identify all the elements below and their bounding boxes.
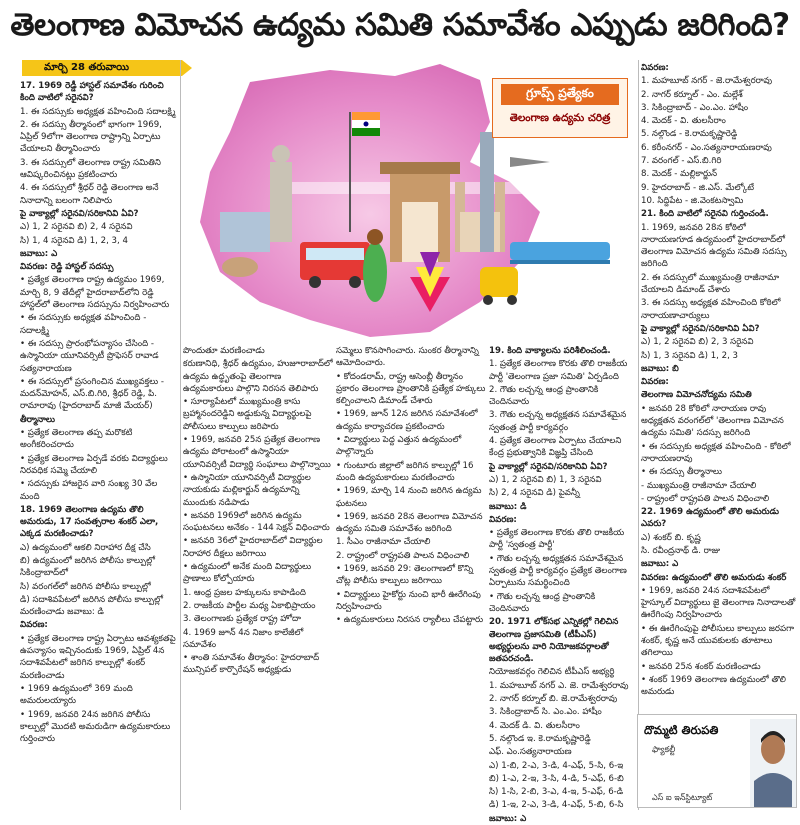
text-line: • ప్రత్యేక తెలంగాణ తప్ప మరొకటి అంగీకరించరాదు: [20, 428, 133, 451]
text-line: 4. 1969 జూన్ 4న నిజాం కాలేజీలో సమావేశం: [183, 627, 304, 650]
headline: తెలంగాణ విమోచన ఉద్యమ సమితి సమావేశం ఎప్పుడు జరిగింది?: [0, 0, 800, 56]
text-line: - రాష్ట్రంలో రాష్ట్రపతి పాలన విధించాలి: [641, 493, 770, 504]
text-line: - ముఖ్యమంత్రి రాజీనామా చేయాలి: [641, 480, 757, 491]
text-line: ఎ) ఉద్యమంలో ఆకలి నిరాహార దీక్ష చేసి: [20, 542, 151, 553]
text-line: ఎ) శంకర్ బి. కృష్ణ: [641, 532, 701, 543]
text-line: పై వాక్యాల్లో సరైనవి/సరికానివి ఏవి?: [641, 323, 760, 334]
text-line: నియోజకవర్గం గెలిచిన టీపీఎస్ అభ్యర్థి: [489, 667, 615, 678]
text-line: • ఈ ఊరేగింపుపై పోలీసులు కాల్పులు జరపగా శంకర్, కృష్ణ అనే యువకులకు తూటాలు తగిలాయి: [641, 623, 795, 659]
text-line: • 1969, జనవరి 24న సదాశివపేటలో హైస్కూల్ విద్యార్థులు జై తెలంగాణ నినాదాలతో ఊరేగింపు నిర్వహించారు: [641, 585, 796, 621]
author-box: [637, 714, 797, 808]
text-line: • ఈ సదస్సు ప్రారంభోపన్యాసం చేసింది - ఉస్మానియా యూనివర్సిటీ ప్రొఫెసర్ రావాడ సత్యనారాయణ: [20, 338, 159, 374]
text-line: 2. ఈ సదస్సులో ముఖ్యమంత్రి రాజీనామా చేయాలని డిమాండ్ చేశారు: [641, 272, 780, 296]
text-line: • ఈ సదస్సుకు అధ్యక్షత వహించింది - కోఠిలో నారాయణరావు: [641, 441, 791, 464]
text-line: తెలంగాణ విమోచనోద్యమ సమితి: [641, 390, 752, 401]
column-5: [641, 62, 798, 710]
text-line: • 1969, జూన్ 12న జరిగిన సమావేశంలో ఉద్యమ కార్యాచరణ ప్రకటించారు: [336, 409, 478, 432]
column-1: [20, 80, 177, 808]
column-3: [336, 345, 486, 808]
text-line: 8. మెదక్ - మల్లికార్జున్: [641, 169, 718, 180]
text-line: పై వాక్యాల్లో సరైనవి/సరికానివి ఏవి?: [489, 461, 608, 472]
text-line: సి. రవీంద్రనాథ్ డి. రాజు: [641, 545, 721, 556]
text-line: 2. ఈ సదస్సు తీర్మానంలో భాగంగా 1969, ఏప్రిల్ 9లోగా తెలంగాణ రాష్ట్రాన్ని ఏర్పాటు చేయాలని తీర్మానించారు: [20, 119, 162, 155]
text-line: 1. ఈ సదస్సుకు అధ్యక్షత వహించింది సదాలక్ష్మి: [20, 106, 176, 117]
text-line: 2. గౌతు లచ్చన్న ఆంధ్ర ప్రాంతానికి చెందినవారు: [489, 384, 599, 408]
text-line: సమ్మెలు కొనసాగించారు. సుంకర తీర్మానాన్ని ఆమోదించారు.: [336, 346, 479, 369]
text-line: 9. హైదరాబాద్ - జి.ఎస్. మేల్కోటే: [641, 182, 755, 193]
text-line: 1. సీఎం రాజీనామా చేయాలి: [336, 537, 431, 548]
text-line: 22. 1969 ఉద్యమంలో తొలి అమరుడు ఎవరు?: [641, 507, 779, 530]
text-line: వివరణ:: [20, 620, 48, 631]
text-line: • ఉద్యమంలో అనేక మంది విద్యార్థులు ప్రాణాలు కోల్పోయారు: [183, 562, 312, 585]
text-line: ఎ) 1, 2 సరైనవి బి) 2, 4 సరైనవి: [20, 222, 133, 233]
text-line: • జనవరి 28 కోఠిలో నారాయణ రావు అధ్యక్షతన వరంగల్‌లో 'తెలంగాణ విమోచన ఉద్యమ సమితి' సదస్సు జరిగింది: [641, 403, 784, 439]
text-line: • ఈ సదస్సుకు అధ్యక్షత వహించింది - సదాలక్ష్మి: [20, 313, 147, 336]
column-2: [183, 345, 333, 808]
text-line: • 1969, జనవరి 28న తెలంగాణ విమోచన ఉద్యమ సమితి సమావేశం జరిగింది: [336, 511, 483, 535]
text-line: • 1969, జనవరి 25న ప్రత్యేక తెలంగాణ ఉద్యమ పోరాటంలో ఉస్మానియా యూనివర్సిటీ విద్యార్థి సంఘాలు పాల్గొన్నాయి: [183, 435, 331, 470]
text-line: • సదస్సుకు హాజరైన వారి సంఖ్య 30 వేల మంది: [20, 479, 158, 502]
text-line: జవాబు: ఎ: [489, 813, 527, 824]
text-line: 1. మహబూబ్ నగర్ ఎ. జె. రామేశ్వరరావు: [489, 680, 629, 691]
text-line: 3. గౌతు లచ్చన్న అధ్యక్షతన సమావేశమైన స్వతంత్ర పార్టీ కార్యవర్గం: [489, 410, 627, 433]
text-line: 20. 1971 లోక్‌సభ ఎన్నికల్లో గెలిచిన తెలంగాణ ప్రజాసమితి (టీపీఎస్) అభ్యర్థులను వారి నియోజకవర్గాలతో జతపరచండి.: [489, 617, 619, 665]
text-line: • 1969, జనవరి 24న జరిగిన పోలీసు కాల్పుల్లో మొదటి అమరుడిగా ఉద్యమకారులు గుర్తించారు: [20, 709, 171, 745]
text-line: 18. 1969 తెలంగాణ ఉద్యమ తొలి అమరుడు, 17 సంవత్సరాల శంకర్ ఎలా, ఎక్కడ మరణించాడు?: [20, 504, 159, 540]
text-line: 3. తెలంగాణకు ప్రత్యేక రాష్ట్ర హోదా: [183, 614, 301, 625]
text-line: 4. మెదక్ - వి. తులసీరాం: [641, 116, 726, 127]
text-line: 21. కింది వాటిలో సరైనవి గుర్తించండి.: [641, 209, 769, 220]
text-line: • సూర్యాపేటలో ముఖ్యమంత్రి కాసు బ్రహ్మానందరెడ్డిని అడ్డుకున్న విద్యార్థులపై పోలీసులు కాల్పులు జరిపారు: [183, 397, 312, 432]
text-line: వివరణ: రెడ్డి హాస్టల్ సదస్సు: [20, 262, 114, 273]
text-line: • గౌతు లచ్చన్న అధ్యక్షతన సమావేశమైన స్వతంత్ర పార్టీ కార్యవర్గం ప్రత్యేక తెలంగాణ ఏర్పాటును సమర్థించింది: [489, 553, 627, 589]
text-line: • 1969, మార్చి 14 నుంచి జరిగిన ఉద్యమ ఘటనలు: [336, 486, 482, 509]
text-line: 5. నల్గొండ - కె.రామకృష్ణారెడ్డి: [641, 129, 738, 140]
section-badge: [492, 78, 628, 138]
text-line: • కోదండరామ్, రాష్ట్ర ఆసెంబ్లీ తీర్మానం ప్రకారం తెలంగాణ ప్రాంతానికి ప్రత్యేక హక్కులు కల్పించాలని డిమాండ్ చేశారు: [336, 371, 486, 407]
text-line: 2. రాష్ట్రంలో రాష్ట్రపతి పాలన విధించాలి: [336, 550, 470, 561]
text-line: 3. ఈ సదస్సు అధ్యక్షత వహించింది కోఠిలో నారాయణాచార్యులు: [641, 298, 781, 321]
text-line: వివరణ:: [641, 63, 669, 73]
text-line: 3. ఈ సదస్సులో తెలంగాణ రాష్ట్ర సమితిని ఆవిష్కరించినట్లు ప్రకటించారు: [20, 157, 161, 181]
text-line: 4. ఈ సదస్సులో శ్రీధర్ రెడ్డి తెలంగాణ అనే నినాదాన్ని బలంగా నిలిపారు: [20, 183, 159, 206]
text-line: • ఈ సదస్సులో ప్రసంగించిన ముఖ్యవక్తలు - మదన్‌మోహన్, ఎస్.బి.గిరి, శ్రీధర్ రెడ్డి, పి. రామారావు (హైదరాబాద్ మాజీ మేయర్): [20, 376, 164, 412]
column-4: [489, 345, 636, 824]
date-tag: మార్చి 28 తరువాయి: [22, 60, 182, 76]
text-line: 1. మహబూబ్ నగర్ - జె.రామేశ్వరరావు: [641, 76, 773, 87]
text-line: • శంకర్ 1969 తెలంగాణ ఉద్యమంలో తొలి అమరుడు: [641, 674, 786, 698]
text-line: 6. కరీంనగర్ - ఎం.సత్యనారాయణరావు: [641, 142, 772, 153]
text-line: • జనవరి 36లో హైదరాబాద్‌లో విద్యార్థుల నిరాహార దీక్షలు జరిగాయి: [183, 536, 323, 559]
text-line: 10. సిద్దిపేట - జి.వెంకటస్వామి: [641, 195, 744, 206]
text-line: 1. ఆంధ్ర ప్రజల హక్కులను కాపాడింది: [183, 587, 306, 598]
text-line: జవాబు: ఎ: [641, 559, 679, 570]
text-line: బి) ఉద్యమంలో జరిగిన పోలీసు కాల్పుల్లో సికింద్రాబాద్‌లో: [20, 555, 155, 579]
badge-top: గ్రూప్స్ ప్రత్యేకం: [501, 84, 619, 105]
text-line: • విద్యార్థులు పెద్ద ఎత్తున ఉద్యమంలో పాల్గొన్నారు: [336, 435, 462, 458]
text-line: జవాబు: ఎ: [20, 248, 58, 259]
text-line: • గౌతు లచ్చన్న ఆంధ్ర ప్రాంతానికి చెందినవారు: [489, 591, 596, 614]
text-line: సి) 2, 4 సరైనవి డి) పైవన్నీ: [489, 488, 580, 499]
text-line: • గుంటూరు జిల్లాలో జరిగిన కాల్పుల్లో 16 మంది ఉద్యమకారులు మరణించారు: [336, 460, 474, 483]
text-line: వివరణ:: [641, 377, 669, 388]
text-line: • శాంతి సమావేశం తీర్మానం: హైదరాబాద్ మున్సిపల్ కార్పొరేషన్ అధ్యక్షుడు: [183, 653, 320, 676]
text-line: సి) 1, 3 సరైనవి డి) 1, 2, 3: [641, 350, 739, 361]
badge-bottom: తెలంగాణ ఉద్యమ చరిత్ర: [509, 112, 611, 124]
text-line: 2. రాజకీయ పార్టీల మధ్య ఏకాభిప్రాయం: [183, 600, 316, 611]
author-name: దొమ్మటి తిరుపతి: [644, 723, 719, 737]
text-line: • ప్రత్యేక తెలంగాణ రాష్ట్ర ఏర్పాటు ఆవశ్యకతపై ఉపన్యాసం ఇచ్చినందుకు 1969, ఏప్రిల్ 4న సదాశివపేటలో జరిగిన కాల్పుల్లో శంకర్ మరణించాడు: [20, 633, 176, 681]
text-line: సి) వరంగల్‌లో జరిగిన పోలీసు కాల్పుల్లో: [20, 581, 151, 592]
text-line: 2. నాగర్ కర్నూల్ - ఎం. మల్లేశ్: [641, 89, 743, 100]
text-line: 7. వరంగల్ - ఎస్.బి.గిరి: [641, 156, 722, 167]
text-line: సి) 1-సి, 2-బి, 3-ఎ, 4-ఇ, 5-ఎఫ్, 6-డి: [489, 787, 624, 798]
text-line: 1. 1969, జనవరి 28న కోఠిలో నారాయణ‌గూడ ఉద్యమంలో హైదరాబాద్‌లో తెలంగాణ విమోచన ఉద్యమ సమితి సదస్సు జరిగింది: [641, 222, 787, 270]
text-line: ఎ) 1, 2 సరైనవి బి) 1, 3 సరైనవి: [489, 474, 602, 485]
text-line: 1. ప్రత్యేక తెలంగాణ కొరకు తొలి రాజకీయ పార్టీ 'తెలంగాణ ప్రజా సమితి' ఏర్పడింది: [489, 359, 628, 382]
text-line: 3. సికింద్రాబాద్ సి. ఎం.ఎం. హాషీం: [489, 707, 602, 718]
text-line: ఎఫ్. ఎం.సత్యనారాయణ: [489, 747, 572, 758]
text-line: పై వాక్యాల్లో సరైనవి/సరికానివి ఏవి?: [20, 208, 139, 219]
author-affiliation: ఎస్ ఐ ఇన్‌స్టిట్యూట్: [652, 793, 713, 802]
text-line: డి) 1-ఇ, 2-ఎ, 3-డి, 4-ఎఫ్, 5-బి, 6-సి: [489, 800, 624, 811]
author-photo: [750, 719, 796, 807]
text-line: 4. ప్రత్యేక తెలంగాణ ఏర్పాటు చేయాలని కేంద్ర ప్రభుత్వానికి విజ్ఞప్తి చేసింది: [489, 436, 622, 459]
text-line: • 1969 ఉద్యమంలో 369 మంది అమరులయ్యారు: [20, 683, 133, 707]
text-line: కరుణానిధి, శ్రీధర్ ఉద్యమం, హుజూరాబాద్‌లో ఉద్యమ ఉద్ధృతంపై తెలంగాణ ఉద్యమకారులు పాల్గొని నిరసన తెలిపారు: [183, 359, 333, 394]
text-line: • విద్యార్థులు హైకోర్టు నుంచి భారీ ఊరేగింపు నిర్వహించారు: [336, 589, 481, 612]
text-line: డి) సదాశివపేటలో జరిగిన పోలీసు కాల్పుల్లో మరణించాడు జవాబు: డి: [20, 594, 163, 618]
text-line: 5. నల్గొండ ఇ. కె.రామకృష్ణారెడ్డి: [489, 733, 591, 744]
text-line: వివరణ: ఉద్యమంలో తొలి అమరుడు శంకర్: [641, 572, 787, 583]
text-line: • ప్రత్యేక తెలంగాణ కొరకు తొలి రాజకీయ పార్టీ 'స్వతంత్ర పార్టీ': [489, 528, 625, 551]
text-line: జవాబు: బి: [641, 363, 679, 374]
text-line: • ప్రత్యేక తెలంగాణ ఏర్పడే వరకు విద్యార్థులు నిరవధిక సమ్మె చేయాలి: [20, 453, 168, 476]
text-line: • జనవరి 1969లో జరిగిన ఉద్యమ సంఘటనలు అనేకం - 144 సెక్షన్ విధించారు: [183, 510, 330, 534]
text-line: • ఉస్మానియా యూనివర్సిటీ విద్యార్థుల నాయకుడు మల్లికార్జున్ ఉద్యమాన్ని ముందుకు నడిపాడు: [183, 472, 311, 508]
text-line: • ప్రత్యేక తెలంగాణ రాష్ట్ర ఉద్యమం 1969, మార్చి 8, 9 తేదీల్లో హైదరాబాద్‌లోని రెడ్డి హాస్టల్‌లో తెలంగాణ సదస్సును నిర్వహించారు: [20, 275, 170, 311]
text-line: ఎ) 1, 2 సరైనవి బి) 2, 3 సరైనవి: [641, 337, 754, 348]
text-line: • ఉద్యమకారులు నిరసన ర్యాలీలు చేపట్టారు: [336, 615, 484, 626]
text-line: పొందుతూ మరణించాడు: [183, 346, 265, 356]
text-line: ఎ) 1-బి, 2-ఎ, 3-డి, 4-ఎఫ్, 5-సి, 6-ఇ: [489, 760, 624, 771]
text-line: • జనవరి 25న శంకర్ మరణించాడు: [641, 661, 761, 672]
text-line: వివరణ:: [489, 514, 517, 525]
text-line: 19. కింది వాక్యాలను పరిశీలించండి.: [489, 346, 611, 356]
column-divider: [638, 60, 639, 810]
text-line: • ఈ సదస్సు తీర్మానాలు: [641, 467, 722, 478]
text-line: • 1969, జనవరి 29: తెలంగాణలో కొన్ని చోట్ల పోలీసు కాల్పులు జరిగాయి: [336, 564, 474, 587]
text-line: 3. సికింద్రాబాద్ - ఎం.ఎం. హాషీం: [641, 102, 749, 113]
text-line: 17. 1969 రెడ్డీ హాస్టల్ సమావేశం గురించి కింది వాటిలో సరైనవి?: [20, 81, 164, 104]
text-line: 4. మెదక్ డి. వి. తులసీరాం: [489, 720, 580, 731]
text-line: తీర్మానాలు: [20, 414, 55, 425]
text-line: సి) 1, 4 సరైనవి డి) 1, 2, 3, 4: [20, 235, 128, 246]
text-line: 2. నాగర్ కర్నూల్ బి. జె.రామేశ్వరరావు: [489, 694, 618, 705]
text-line: బి) 1-ఎ, 2-ఇ, 3-సి, 4-డి, 5-ఎఫ్, 6-బి: [489, 773, 624, 784]
text-line: జవాబు: డి: [489, 501, 527, 512]
author-role: ఫ్యాకల్టీ: [652, 745, 676, 755]
